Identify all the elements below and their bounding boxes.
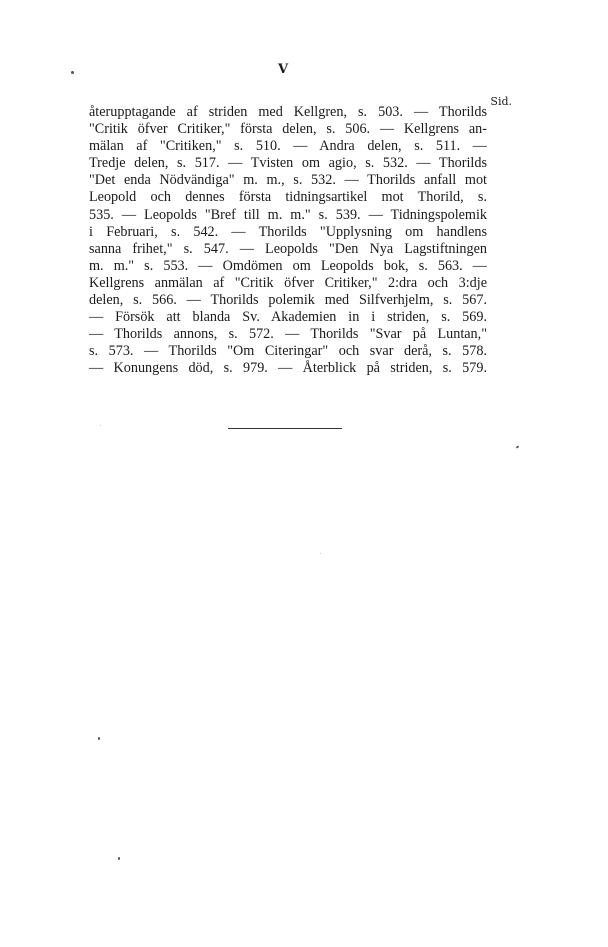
contents-line: delen, s. 566. — Thorilds polemik med Silfverhjelm, s. 567. — [89, 292, 487, 309]
contents-line: s. 573. — Thorilds "Om Citeringar" och svar derå, s. 578. — [89, 343, 487, 360]
contents-line: återupptagande af striden med Kellgren, s. 503. — Thorilds — [89, 104, 487, 120]
contents-line: Tredje delen, s. 517. — Tvisten om agio, s. 532. — Thorilds — [89, 155, 487, 172]
contents-line: sanna frihet," s. 547. — Leopolds "Den Nya Lagstiftningen — [89, 240, 487, 257]
contents-line: 535. — Leopolds "Bref till m. m." s. 539. — Tidningspolemik — [89, 206, 487, 223]
contents-line: — Försök att blanda Sv. Akademien in i striden, s. 569. — [89, 309, 487, 326]
contents-line: "Critik öfver Critiker," första delen, s. 506. — Kellgrens an- — [89, 121, 487, 138]
contents-line: "Det enda Nödvändiga" m. m., s. 532. — Thorilds anfall mot — [89, 172, 487, 189]
scan-speck — [118, 857, 120, 860]
scan-speck — [98, 737, 100, 740]
scan-speck — [100, 425, 101, 426]
contents-line: Leopold och dennes första tidningsartikel mot Thorild, s. — [89, 189, 487, 206]
contents-line: — Thorilds annons, s. 572. — Thorilds "Svar på Luntan," — [89, 326, 487, 343]
contents-line: Kellgrens anmälan af "Critik öfver Critiker," 2:dra och 3:dje — [89, 274, 487, 291]
contents-line: mälan af "Critiken," s. 510. — Andra delen, s. 511. — — [89, 138, 487, 155]
contents-line: m. m." s. 553. — Omdömen om Leopolds bok, s. 563. — — [89, 257, 487, 274]
contents-line: — Konungens död, s. 979. — Återblick på striden, s. 579. — [89, 360, 487, 377]
scan-speck — [71, 71, 74, 74]
contents-paragraph — [89, 104, 487, 378]
scan-speck — [516, 445, 520, 448]
page-number: V — [278, 62, 289, 77]
scan-speck — [320, 553, 321, 554]
page-column-label: Sid. — [490, 95, 512, 108]
section-divider-rule — [228, 428, 342, 429]
contents-line: i Februari, s. 542. — Thorilds "Upplysning om handlens — [89, 223, 487, 240]
